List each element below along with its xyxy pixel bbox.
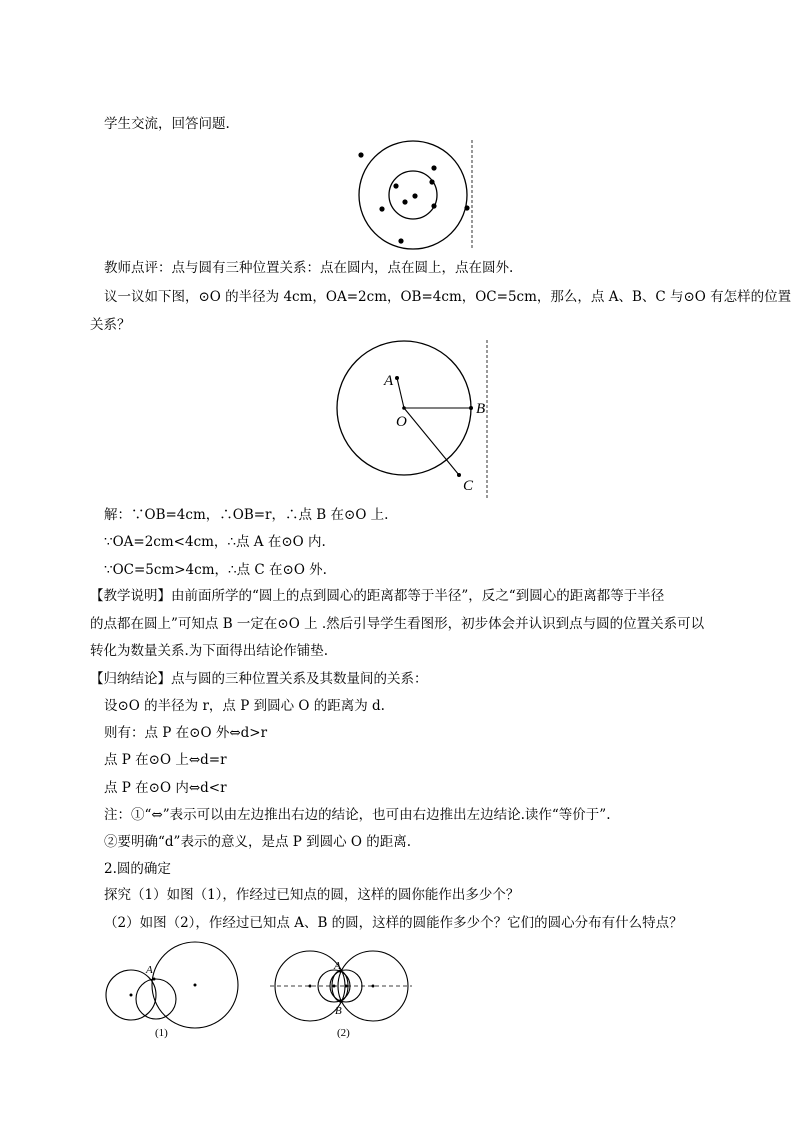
- text-line-17: ②要明确“d”表示的意义，是点 P 到圆心 O 的距离.: [104, 834, 412, 850]
- caption-2: (2): [337, 1027, 350, 1039]
- text-line-19: 探究（1）如图（1），作经过已知点的圆，这样的圆你能作出多少个？: [104, 887, 520, 903]
- dot: [431, 203, 436, 208]
- text-line-15: 点 P 在⊙O 内⇔d<r: [104, 780, 227, 796]
- text-line-2: 教师点评：点与圆有三种位置关系：点在圆内，点在圆上，点在圆外.: [104, 260, 514, 276]
- text-line-18: 2.圆的确定: [104, 861, 171, 877]
- text-line-20: （2）如图（2），作经过已知点 A、B 的圆，这样的圆能作多少个？它们的圆心分布有什么特点？: [104, 915, 683, 931]
- label-a: A: [146, 964, 153, 976]
- label-o: O: [396, 414, 407, 430]
- segment-oa: [397, 378, 404, 408]
- center-dot: [372, 985, 375, 988]
- text-line-10: 转化为数量关系.为下面得出结论作铺垫.: [90, 643, 329, 659]
- dot: [464, 205, 469, 210]
- label-a: A: [384, 373, 394, 389]
- point-b: [469, 406, 473, 410]
- point-a: [153, 978, 156, 981]
- dot: [429, 179, 434, 184]
- center-dot: [333, 985, 336, 988]
- label-b: B: [476, 401, 486, 417]
- text-line-16: 注：①“⇔”表示可以由左边推出右边的结论，也可由右边推出左边结论.读作“等价于”.: [104, 807, 611, 823]
- text-line-8: 【教学说明】由前面所学的“圆上的点到圆心的距离都等于半径”，反之“到圆心的距离都等于半径: [90, 588, 665, 604]
- text-line-5: 解：∵OB=4cm，∴OB=r，∴点 B 在⊙O 上.: [104, 507, 389, 523]
- figure-circle-abc: [334, 340, 504, 500]
- label-c: C: [463, 478, 474, 494]
- text-line-11: 【归纳结论】点与圆的三种位置关系及其数量间的关系：: [90, 671, 428, 687]
- center-dot: [194, 984, 197, 987]
- dot: [412, 193, 417, 198]
- text-line-14: 点 P 在⊙O 上⇔d=r: [104, 752, 227, 768]
- segment-oc: [404, 408, 459, 475]
- caption-1: (1): [155, 1027, 168, 1039]
- text-line-9: 的点都在圆上”可知点 B 一定在⊙O 上 .然后引导学生看图形，初步体会并认识到点与圆的位置关系可以: [90, 616, 705, 632]
- text-line-12: 设⊙O 的半径为 r，点 P 到圆心 O 的距离为 d.: [104, 698, 385, 714]
- text-line-4: 关系？: [90, 317, 131, 333]
- point-c: [457, 473, 461, 477]
- label-a: A: [334, 960, 341, 972]
- text-line-13: 则有：点 P 在⊙O 外⇔d>r: [104, 725, 268, 741]
- text-line-7: ∵OC=5cm>4cm，∴点 C 在⊙O 外.: [104, 562, 327, 578]
- figure-circles-through-two-points: [266, 940, 416, 1040]
- center-dot: [345, 985, 348, 988]
- dot: [358, 152, 363, 157]
- point-a: [395, 376, 399, 380]
- point-o: [402, 406, 406, 410]
- figure-circles-through-point: [100, 940, 245, 1040]
- text-line-3: 议一议如下图，⊙O 的半径为 4cm，OA=2cm，OB=4cm，OC=5cm，那么，点 A、B、C 与⊙O 有怎样的位置: [104, 289, 792, 305]
- text-line-1: 学生交流，回答问题.: [104, 116, 230, 132]
- dot: [402, 199, 407, 204]
- figure-concentric-circles: [352, 140, 492, 250]
- dot: [393, 183, 398, 188]
- center-dot: [130, 994, 133, 997]
- dot: [379, 206, 384, 211]
- text-line-6: ∵OA=2cm<4cm，∴点 A 在⊙O 内.: [104, 534, 326, 550]
- point-b: [339, 1000, 342, 1003]
- center-dot: [309, 985, 312, 988]
- dot: [398, 238, 403, 243]
- dot: [431, 165, 436, 170]
- label-b: B: [335, 1005, 342, 1017]
